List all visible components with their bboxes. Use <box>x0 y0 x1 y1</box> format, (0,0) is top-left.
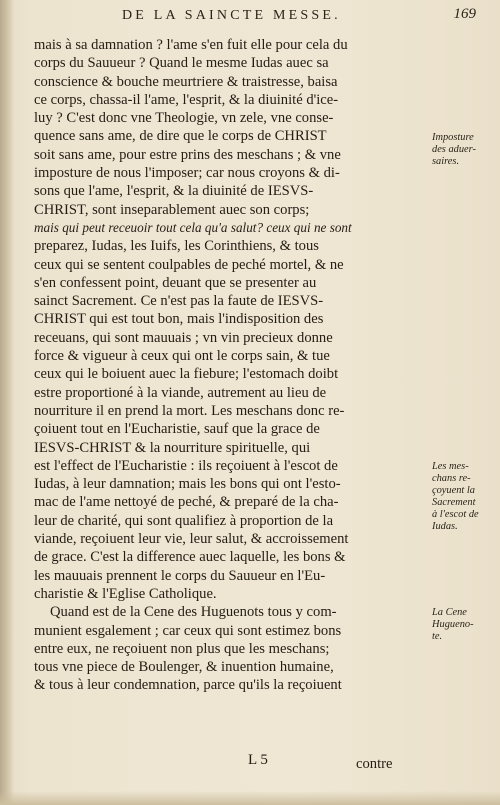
text-line: luy ? C'est donc vne Theologie, vn zele, vne conse- <box>34 110 334 127</box>
margin-note <box>432 132 498 168</box>
running-head: DE LA SAINCTE MESSE. <box>122 8 341 23</box>
margin-note-line: Sacrement <box>432 496 476 508</box>
margin-note-line: La Cene <box>432 607 467 619</box>
text-line: quence sans ame, de dire que le corps de CHRIST <box>34 128 327 145</box>
text-line: mais qui peut receuoir tout cela qu'a salut? ceux qui ne sont <box>34 219 352 235</box>
text-line: sainct Sacrement. Ce n'est pas la faute de IESVS- <box>34 293 324 310</box>
text-line: charistie & l'Eglise Catholique. <box>34 585 217 602</box>
text-line: entre eux, ne reçoiuent non plus que les meschans; <box>34 640 330 657</box>
catchword: contre <box>356 756 393 772</box>
page-header <box>56 6 484 30</box>
text-line: receuans, qui sont mauuais ; vn vin precieux donne <box>34 329 333 346</box>
margin-note <box>432 607 498 643</box>
text-line: de grace. C'est la difference auec laquelle, les bons & <box>34 549 346 566</box>
text-line: tous vne piece de Boulenger, & inuention humaine, <box>34 659 334 676</box>
margin-note-line: te. <box>432 631 443 643</box>
margin-note-line: Iudas. <box>432 520 458 532</box>
margin-note-line: à l'escot de <box>432 508 479 520</box>
text-line: conscience & bouche meurtriere & traistresse, baisa <box>34 73 338 90</box>
text-line: soit sans ame, pour estre prins des meschans ; & vne <box>34 146 341 163</box>
text-line: & tous à leur condemnation, parce qu'ils la reçoiuent <box>34 677 342 694</box>
text-line: leur de charité, qui sont qualifiez à proportion de la <box>34 512 334 529</box>
text-line: estre proportioné à la viande, autrement au lieu de <box>34 384 327 401</box>
margin-note-line: des aduer- <box>432 143 476 155</box>
body-text <box>34 36 430 695</box>
page-bottom-edge <box>0 791 500 805</box>
signature-mark: L 5 <box>248 752 268 768</box>
text-line: CHRIST qui est tout bon, mais l'indisposition des <box>34 311 324 328</box>
margin-note-line: çoyuent la <box>432 484 475 496</box>
text-line: IESVS-CHRIST & la nourriture spirituelle, qui <box>34 439 311 456</box>
text-line: preparez, Iudas, les Iuifs, les Corinthiens, & tous <box>34 238 319 255</box>
margin-note-line: saires. <box>432 155 460 167</box>
margin-note-line: Hugueno- <box>432 619 474 631</box>
text-line: Quand est de la Cene des Huguenots tous y com- <box>50 604 337 621</box>
text-line: munient esgalement ; car ceux qui sont estimez bons <box>34 622 342 639</box>
text-line: corps du Sauueur ? Quand le mesme Iudas auec sa <box>34 55 329 72</box>
text-line: sons que l'ame, l'esprit, & la diuinité de IESVS- <box>34 183 314 200</box>
page-number: 169 <box>453 6 476 22</box>
text-line: CHRIST, sont inseparablement auec son corps; <box>34 201 310 218</box>
text-line: les mauuais prennent le corps du Sauueur en l'Eu- <box>34 567 326 584</box>
text-line: mais à sa damnation ? l'ame s'en fuit elle pour cela du <box>34 37 348 53</box>
text-line: imposture de nous l'imposer; car nous croyons & di- <box>34 165 340 182</box>
text-line: ceux qui le boiuent auec la fiebure; l'estomach doibt <box>34 366 339 383</box>
text-line: force & vigueur à ceux qui ont le corps sain, & tue <box>34 348 330 365</box>
text-line: est l'effect de l'Eucharistie : ils reçoiuent à l'escot de <box>34 457 338 474</box>
text-line: çoiuent tout en l'Eucharistie, sauf que la grace de <box>34 421 320 438</box>
margin-note-line: Imposture <box>432 131 474 143</box>
text-line: nourriture il en prend la mort. Les meschans donc re- <box>34 402 345 419</box>
text-line: viande, reçoiuent leur vie, leur salut, & accroissement <box>34 531 349 548</box>
text-line: Iudas, à leur damnation; mais les bons qui ont l'esto- <box>34 476 341 493</box>
margin-note-line: Les mes- <box>432 460 469 472</box>
text-line: ceux qui se sentent coulpables de peché mortel, & ne <box>34 256 344 273</box>
text-line: ce corps, chassa-il l'ame, l'esprit, & la diuinité d'ice- <box>34 91 339 108</box>
margin-note-line: chans re- <box>432 472 471 484</box>
text-line: s'en confessent point, deuant que se presenter au <box>34 274 317 291</box>
page-spine-shadow <box>0 0 14 805</box>
margin-note <box>432 461 498 533</box>
text-line: mac de l'ame nettoyé de peché, & preparé de la cha- <box>34 494 339 511</box>
